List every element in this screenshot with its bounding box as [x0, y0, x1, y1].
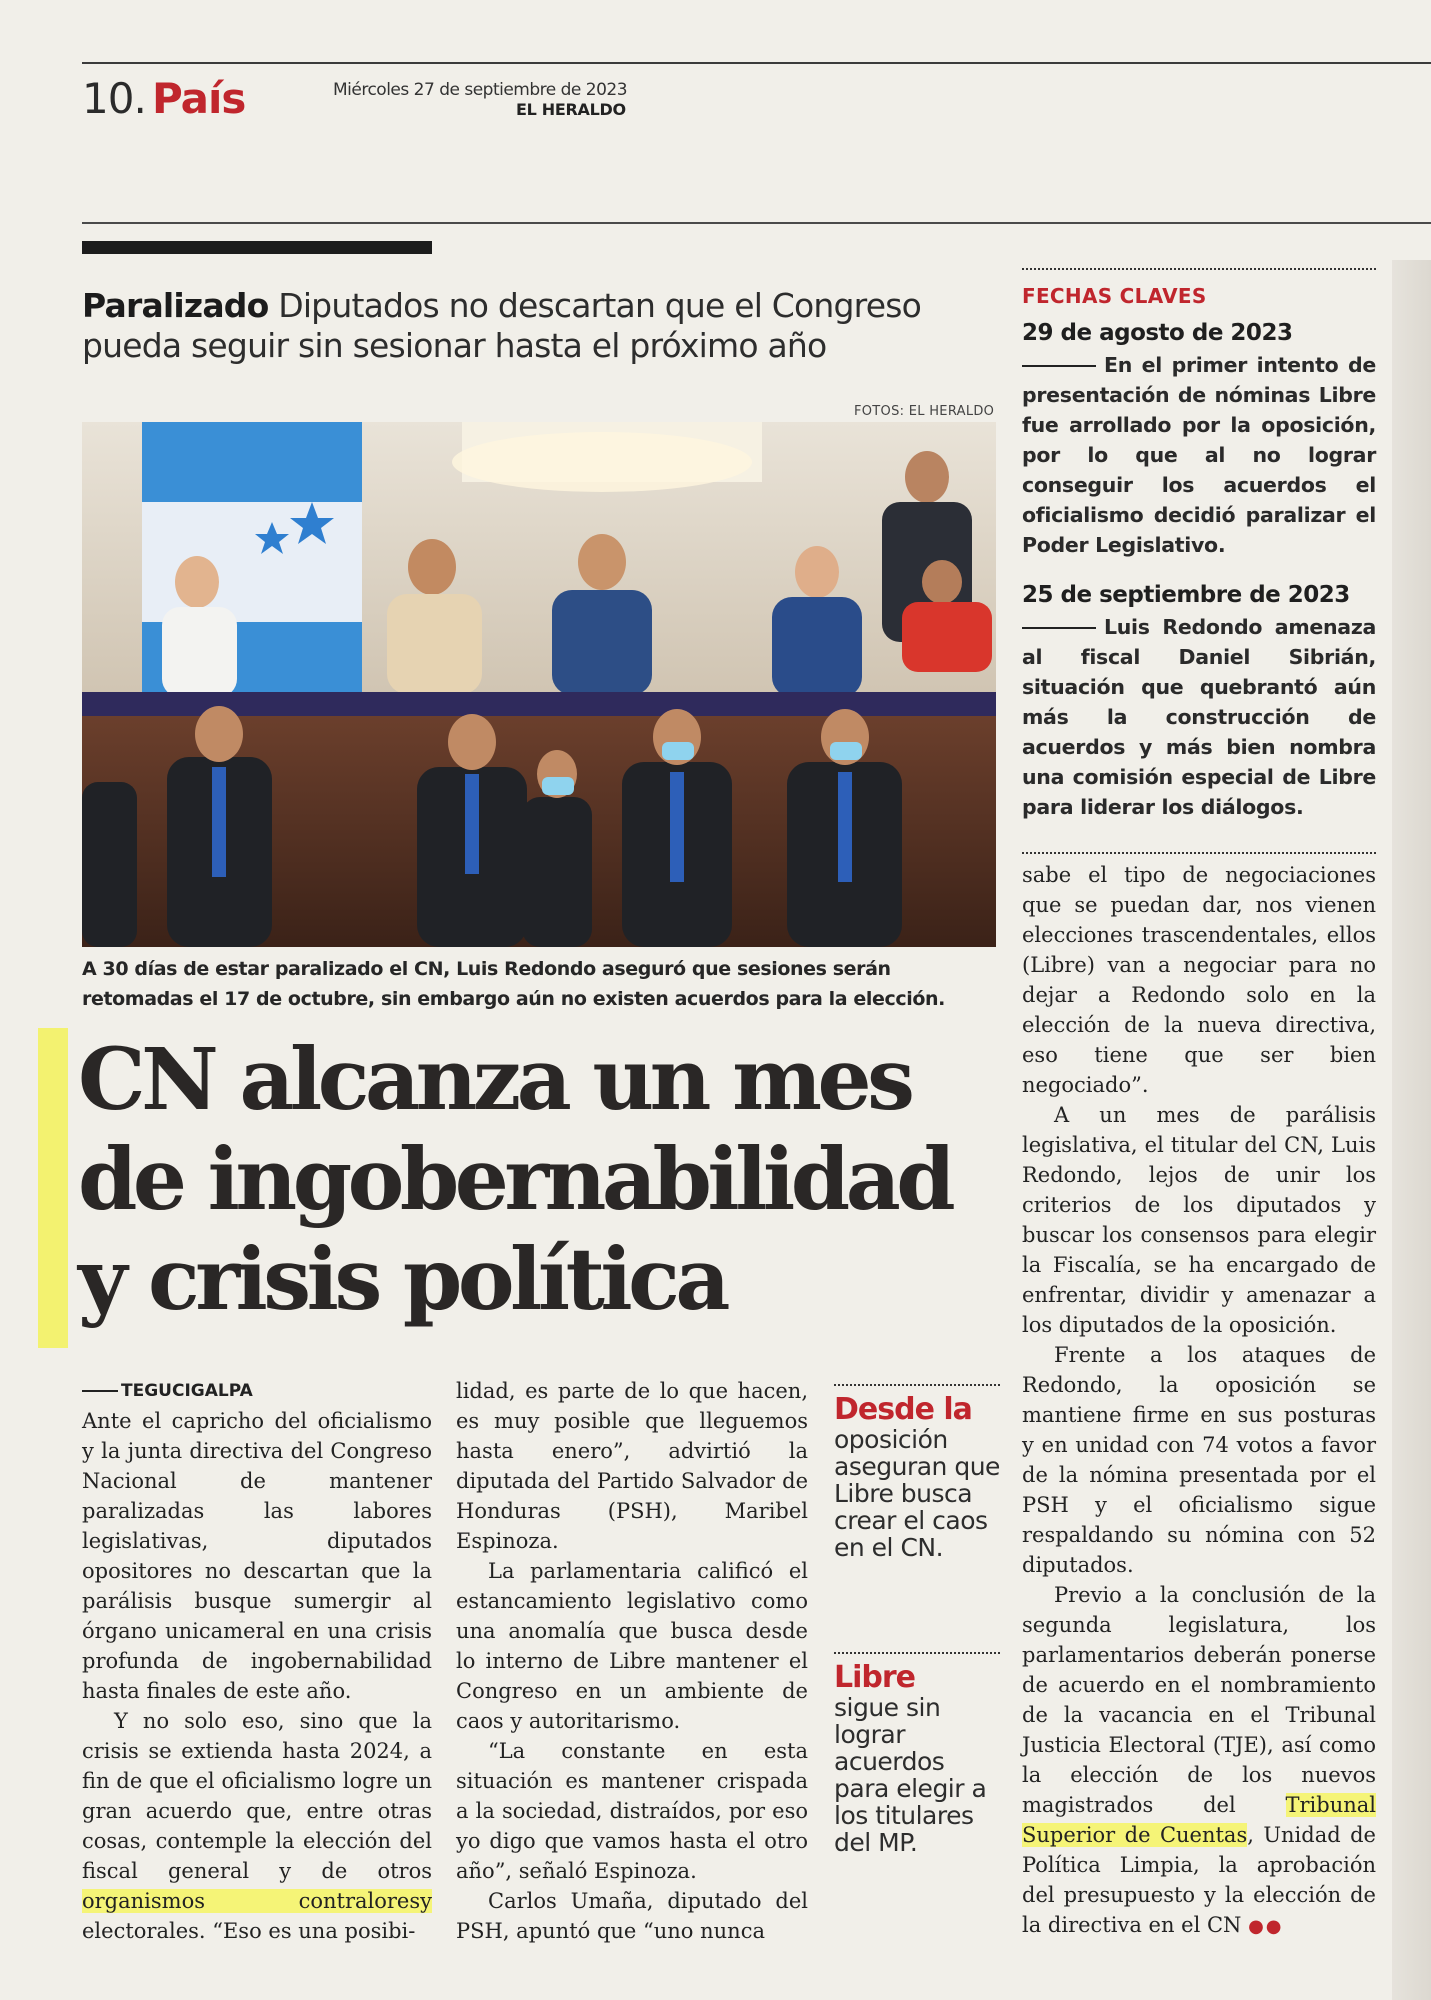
article-text: electorales. “Eso es una posibi- — [82, 1919, 416, 1943]
article-text: , Unidad de Política Limpia, la aprobación del presupuesto y la elección de la directiva en el CN — [1022, 1823, 1376, 1937]
congress-photo — [82, 422, 996, 947]
pull-quote-text: sigue sin lograr acuerdos para elegir a los titulares del MP. — [834, 1693, 987, 1857]
issue-date: Miércoles 27 de septiembre de 2023 — [333, 80, 628, 100]
highlighter-mark — [38, 1028, 68, 1348]
key-date-text: Luis Redondo amenaza al fiscal Daniel Sibrián, situación que quebrantó aún más la construcción de acuerdos y más bien nombra una comisión especial de Libre para liderar los diálogos. — [1022, 612, 1376, 822]
end-mark: ●● — [1248, 1916, 1284, 1937]
headline — [78, 1030, 1008, 1330]
headline-line-1: CN alcanza un mes — [78, 1030, 911, 1130]
section-rule — [82, 222, 1431, 224]
kicker — [82, 286, 1002, 366]
article-paragraph: “La constante en esta situación es mantener crispada a la sociedad, distraídos, por eso yo digo que vamos hasta el otro año”, señaló Espinoza. — [456, 1739, 808, 1883]
kicker-text: Diputados no descartan que el Congreso pueda seguir sin sesionar hasta el próximo año — [82, 286, 922, 365]
box-rule — [1022, 852, 1376, 854]
pull-quote-rule — [834, 1652, 1000, 1654]
newspaper-name: EL HERALDO — [516, 100, 626, 119]
article-column-1 — [82, 1376, 432, 1946]
kicker-label: Paralizado — [82, 286, 269, 325]
pull-quote — [834, 1384, 1000, 1561]
article-paragraph: sabe el tipo de negociaciones que se puedan dar, nos vienen elecciones trascendentales, ellos (Libre) van a negociar para no dejar a Redondo solo en la elección de la nueva directiva, eso tiene que ser bien negociado”. — [1022, 863, 1376, 1097]
article-paragraph: Ante el capricho del oficialismo y la junta directiva del Congreso Nacional de mantener paralizadas las labores legislativas, diputados opositores no descartan que la parálisis busque sumergir al órgano unicameral en una crisis profunda de ingobernabilidad hasta finales de este año. — [82, 1409, 432, 1703]
key-date: 29 de agosto de 2023 — [1022, 320, 1293, 346]
header-rule — [82, 62, 1431, 64]
pull-quote-lead: Libre — [834, 1660, 916, 1695]
article-text: Y no solo eso, sino que la crisis se extienda hasta 2024, a fin de que el oficialismo logre un gran acuerdo que, entre otras cosas, contemple la elección del fiscal general y de otros — [82, 1709, 432, 1883]
pull-quote — [834, 1652, 1000, 1856]
article-column-2 — [456, 1376, 808, 1946]
headline-line-2: de ingobernabilidad — [78, 1130, 952, 1230]
pull-quote-rule — [834, 1384, 1000, 1386]
pull-quote-text: oposición aseguran que Libre busca crear el caos en el CN. — [834, 1425, 1000, 1562]
adjacent-page-bleed — [1392, 260, 1431, 2000]
page-number: 10. — [82, 74, 146, 123]
section-name: País — [152, 74, 246, 123]
key-date: 25 de septiembre de 2023 — [1022, 582, 1350, 608]
fechas-claves-box — [1022, 268, 1376, 854]
article-text: Previo a la conclusión de la segunda legislatura, los parlamentarios deberán ponerse de acuerdo en el nombramiento de la vacancia en el Tribunal Justicia Electoral (TJE), así como la elección de los nuevos magistrados del — [1022, 1583, 1376, 1817]
kicker-bar — [82, 241, 432, 254]
article-paragraph: La parlamentaria calificó el estancamiento legislativo como una anomalía que busca desde lo interno de Libre mantener el Congreso en un ambiente de caos y autoritarismo. — [456, 1559, 808, 1733]
photo-caption: A 30 días de estar paralizado el CN, Luis Redondo aseguró que sesiones serán retomadas el 17 de octubre, sin embargo aún no existen acuerdos para la elección. — [82, 958, 945, 1010]
highlighted-text: organismos contraloresy — [82, 1889, 432, 1913]
box-rule — [1022, 268, 1376, 270]
article-column-4 — [1022, 860, 1376, 1942]
pull-quote-lead: Desde la — [834, 1392, 972, 1427]
article-paragraph: lidad, es parte de lo que hacen, es muy posible que lleguemos hasta enero”, advirtió la diputada del Partido Salvador de Honduras (PSH), Maribel Espinoza. — [456, 1379, 808, 1553]
headline-line-3: y crisis política — [78, 1230, 726, 1330]
highlighted-text: Tribunal Superior de Cuentas — [1022, 1793, 1376, 1847]
article-paragraph: A un mes de parálisis legislativa, el titular del CN, Luis Redondo, lejos de unir los criterios de los diputados y buscar los consensos para elegir la Fiscalía, se ha encargado de enfrentar, dividir y amenazar a los diputados de la oposición. — [1022, 1103, 1376, 1337]
article-paragraph — [82, 1706, 432, 1946]
article-paragraph: Frente a los ataques de Redondo, la oposición se mantiene firme en sus posturas y en unidad con 74 votos a favor de la nómina presentada por el PSH y el oficialismo sigue respaldando su nómina con 52 diputados. — [1022, 1343, 1376, 1577]
article-paragraph: Carlos Umaña, diputado del PSH, apuntó que “uno nunca — [456, 1889, 808, 1943]
article-paragraph — [1022, 1580, 1376, 1942]
photo-credit: FOTOS: EL HERALDO — [854, 404, 995, 419]
key-date-text: En el primer intento de presentación de nóminas Libre fue arrollado por la oposición, por lo que al no lograr conseguir los acuerdos el oficialismo decidió paralizar el Poder Legislativo. — [1022, 350, 1376, 560]
dateline: TEGUCIGALPA — [82, 1376, 432, 1406]
box-title: FECHAS CLAVES — [1022, 284, 1207, 308]
